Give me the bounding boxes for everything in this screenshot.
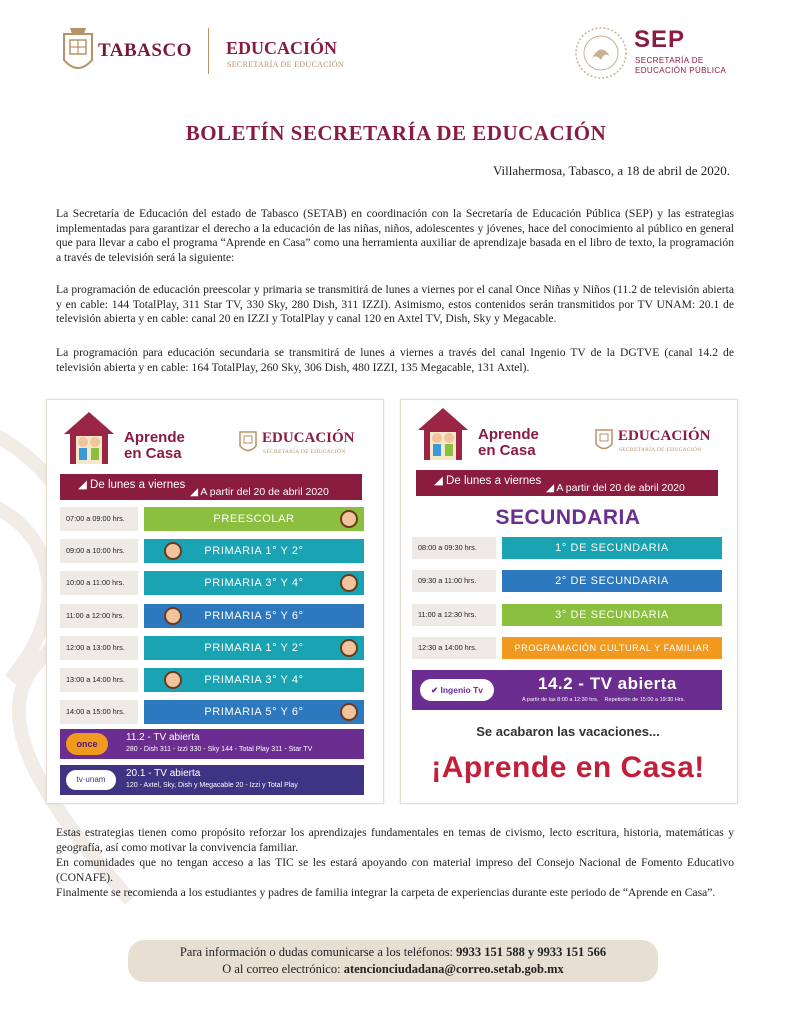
secundaria-heading: SECUNDARIA xyxy=(495,506,641,529)
schedule-time: 08:00 a 09:30 hrs. xyxy=(412,537,496,559)
schedule-row xyxy=(60,507,364,531)
schedule-row xyxy=(412,604,722,626)
sep-subtitle-2: EDUCACIÓN PÚBLICA xyxy=(635,66,727,75)
schedule-row xyxy=(412,637,722,659)
aprende-logo-line1: Aprende xyxy=(478,426,539,443)
schedule-banner xyxy=(416,470,718,496)
schedule-time: 12:00 a 13:00 hrs. xyxy=(60,636,138,660)
schedule-time: 14:00 a 15:00 hrs. xyxy=(60,700,138,724)
banner-days: ◢ De lunes a viernes xyxy=(434,475,542,487)
schedule-row xyxy=(412,570,722,592)
house-kids-icon xyxy=(414,404,472,462)
once-logo: once xyxy=(66,733,108,755)
schedule-program: PRIMARIA 1° Y 2° xyxy=(144,539,364,563)
banner-days: ◢ De lunes a viernes xyxy=(78,479,186,491)
schedule-program: PROGRAMACIÓN CULTURAL Y FAMILIAR xyxy=(502,637,722,659)
schedule-program: PRIMARIA 3° Y 4° xyxy=(144,571,364,595)
schedule-time: 11:00 a 12:00 hrs. xyxy=(60,604,138,628)
intro-paragraph: La Secretaría de Educación del estado de Tabasco (SETAB) en coordinación con la Secretaría de Educación Pública (SEP) y las estrategias implementadas para garantizar el derecho a la educación de las niñas, niños, adolescentes y jóvenes, hace del conocimiento al público en general que para llevar a cabo el programa “Aprende en Casa” como una herramienta auxiliar de aprendizaje basada en el libro de texto, la programación a través de televisión será la siguiente: xyxy=(56,207,734,264)
mexico-seal-icon xyxy=(574,26,628,80)
ingenio-tv-box xyxy=(412,670,722,710)
card-educacion-subtitle: SECRETARÍA DE EDUCACIÓN xyxy=(263,449,346,455)
once-tv-box xyxy=(60,729,364,759)
vacaciones-text: Se acabaron las vacaciones... xyxy=(476,724,660,739)
sep-logo-text: SEP xyxy=(634,26,686,53)
schedule-time: 11:00 a 12:30 hrs. xyxy=(412,604,496,626)
schedule-row xyxy=(412,537,722,559)
header-divider xyxy=(208,28,209,74)
schedule-row xyxy=(60,571,364,595)
closing-paragraph-3: Finalmente se recomienda a los estudiantes y padres de familia integrar la carpeta de experiencias durante este periodo de “Aprende en Casa”. xyxy=(56,886,716,899)
tvunam-logo: tv·unam xyxy=(66,770,116,790)
schedule-time: 12:30 a 14:00 hrs. xyxy=(412,637,496,659)
ingenio-logo: ✔ Ingenio Tv xyxy=(420,679,494,701)
card-educacion-subtitle: SECRETARÍA DE EDUCACIÓN xyxy=(619,447,702,453)
schedule-row xyxy=(60,668,364,692)
educacion-shield-icon xyxy=(238,428,258,456)
schedule-program: 1° DE SECUNDARIA xyxy=(502,537,722,559)
once-cable-list: 280 - Dish 311 - Izzi 330 - Sky 144 - Total Play 311 - Star TV xyxy=(126,746,313,753)
contact-email[interactable]: atencionciudadana@correo.setab.gob.mx xyxy=(343,962,564,976)
schedule-program: PREESCOLAR xyxy=(144,507,364,531)
banner-start-date: ◢ A partir del 20 de abril 2020 xyxy=(190,486,329,498)
once-channel: 11.2 - TV abierta xyxy=(126,732,200,743)
schedule-program: 3° DE SECUNDARIA xyxy=(502,604,722,626)
tvunam-box xyxy=(60,765,364,795)
schedule-time: 07:00 a 09:00 hrs. xyxy=(60,507,138,531)
primaria-paragraph: La programación de educación preescolar y primaria se transmitirá de lunes a viernes por el canal Once Niñas y Niños (11.2 de televisión abierta y en cable: 144 TotalPlay, 311 Star TV, 330 Sky, 280 Dish, 311 IZZI). Asimismo, estos contenidos serán transmitidos por TV UNAM: 20.1 de televisión abierta y en cable: canal 20 en IZZI y TotalPlay y canal 120 en Axtel TV, Dish, Sky y Megacable. xyxy=(56,283,734,325)
aprende-logo-line2: en Casa xyxy=(124,445,182,462)
child-avatar-icon xyxy=(164,607,182,625)
schedule-time: 10:00 a 11:00 hrs. xyxy=(60,571,138,595)
tabasco-shield-icon xyxy=(60,26,96,80)
schedule-row xyxy=(60,636,364,660)
child-avatar-icon xyxy=(164,671,182,689)
card-educacion-text: EDUCACIÓN xyxy=(262,430,355,446)
contact-footer xyxy=(128,940,658,982)
educacion-logo-text: EDUCACIÓN xyxy=(226,38,338,58)
child-avatar-icon xyxy=(340,639,358,657)
tvunam-channel: 20.1 - TV abierta xyxy=(126,768,201,779)
page-title: BOLETÍN SECRETARÍA DE EDUCACIÓN xyxy=(185,121,607,145)
child-avatar-icon xyxy=(340,510,358,528)
aprende-logo-line1: Aprende xyxy=(124,429,185,446)
closing-paragraph-2: En comunidades que no tengan acceso a las TIC se les estará apoyando con material impreso del Consejo Nacional de Fomento Educativo (CONAFE). xyxy=(56,856,734,884)
card-educacion-text: EDUCACIÓN xyxy=(618,428,711,444)
banner-start-date: ◢ A partir del 20 de abril 2020 xyxy=(546,482,685,494)
closing-paragraph-1: Estas estrategias tienen como propósito reforzar los aprendizajes fundamentales en temas de civismo, lecto escritura, historia, matemáticas y geografía, así como motivar la convivencia familiar. xyxy=(56,826,734,854)
secretaria-subtitle: SECRETARÍA DE EDUCACIÓN xyxy=(227,60,344,69)
tabasco-logo-text: TABASCO xyxy=(98,40,192,61)
schedule-row xyxy=(60,539,364,563)
contact-email-line: O al correo electrónico: atencionciudadana@correo.setab.gob.mx xyxy=(222,962,564,976)
ingenio-channel: 14.2 - TV abierta xyxy=(538,674,677,693)
house-kids-icon xyxy=(60,408,118,466)
schedule-program: PRIMARIA 5° Y 6° xyxy=(144,700,364,724)
aprende-logo-line2: en Casa xyxy=(478,442,536,459)
schedule-time: 13:00 a 14:00 hrs. xyxy=(60,668,138,692)
schedule-program: PRIMARIA 5° Y 6° xyxy=(144,604,364,628)
educacion-shield-icon xyxy=(594,426,614,454)
dateline: Villahermosa, Tabasco, a 18 de abril de 2020. xyxy=(492,163,730,178)
schedule-banner xyxy=(60,474,362,500)
schedule-row xyxy=(60,604,364,628)
contact-phones-line: Para información o dudas comunicarse a los teléfonos: 9933 151 588 y 9933 151 566 xyxy=(179,945,607,959)
sep-subtitle-1: SECRETARÍA DE xyxy=(635,56,704,65)
ingenio-schedule: A partir de las 8:00 a 12:30 hrs. Repetición de 15:00 a 19:30 Hrs. xyxy=(522,697,685,703)
schedule-time: 09:00 a 10:00 hrs. xyxy=(60,539,138,563)
schedule-program: PRIMARIA 3° Y 4° xyxy=(144,668,364,692)
schedule-row xyxy=(60,700,364,724)
secundaria-paragraph: La programación para educación secundaria se transmitirá de lunes a viernes a través del canal Ingenio TV de la DGTVE (canal 14.2 de televisión abierta y en cable: 164 TotalPlay, 260 Sky, 306 Dish, 480 IZZI, 135 Megacable, 131 Axtel). xyxy=(56,346,734,374)
aprende-en-casa-slogan: ¡Aprende en Casa! xyxy=(431,751,705,784)
schedule-program: PRIMARIA 1° Y 2° xyxy=(144,636,364,660)
tvunam-cable-list: 120 - Axtel, Sky, Dish y Megacable 20 - Izzi y Total Play xyxy=(126,782,298,789)
schedule-program: 2° DE SECUNDARIA xyxy=(502,570,722,592)
contact-phones: 9933 151 588 y 9933 151 566 xyxy=(456,945,607,959)
schedule-time: 09:30 a 11:00 hrs. xyxy=(412,570,496,592)
